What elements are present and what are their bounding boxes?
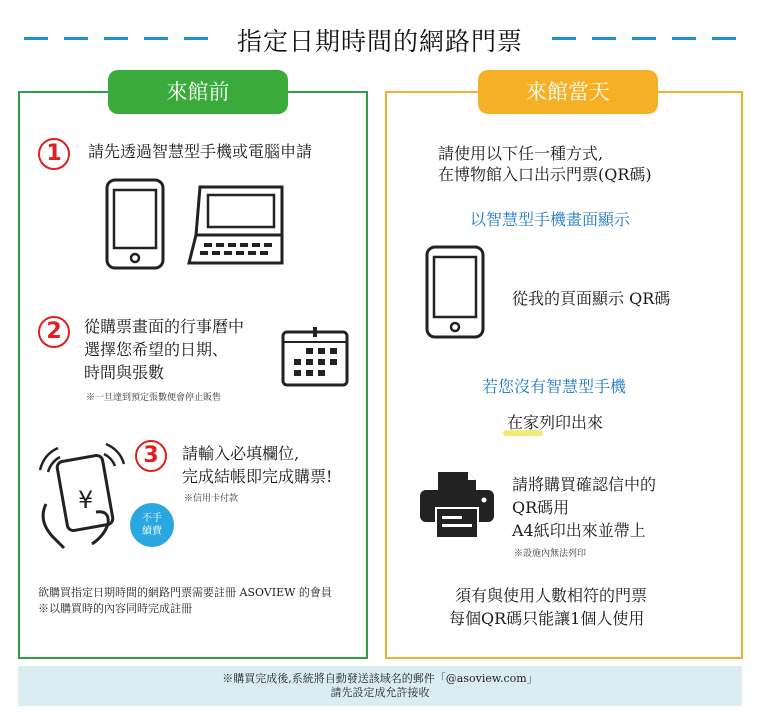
footer-line1: ※購買完成後,系統將自動發送該域名的郵件「@asoview.com」: [222, 672, 538, 685]
step3-note: ※信用卡付款: [184, 494, 239, 504]
step2-note: ※一旦達到預定張數便會停止販售: [86, 393, 222, 403]
option1-text: 從我的頁面顯示 QR碼: [512, 289, 671, 308]
hand-phone-icon: [34, 440, 130, 552]
option1-title: 以智慧型手機畫面顯示: [470, 210, 631, 229]
smartphone-icon: [104, 177, 166, 271]
step2-line3: 時間與張數: [84, 363, 165, 382]
calendar-icon: [280, 326, 350, 388]
step3-line2: 完成結帳即完成購票!: [182, 467, 333, 486]
yen-sign: ¥: [78, 486, 94, 514]
page-title: 指定日期時間的網路門票: [236, 27, 523, 56]
badge-line1: 不手: [142, 513, 162, 524]
option2-line3: A4紙印出來並帶上: [512, 521, 646, 540]
no-fee-badge: [130, 503, 174, 547]
closing-line1: 須有與使用人數相符的門票: [455, 586, 648, 605]
step3-line1: 請輸入必填欄位,: [182, 444, 300, 463]
footer-notice: [18, 666, 742, 706]
intro-line1: 請使用以下任一種方式,: [438, 144, 604, 163]
footer-line2: 請先設定成允許接收: [330, 686, 430, 699]
member-note-line1: 欲購買指定日期時間的網路門票需要註冊 ASOVIEW 的會員: [38, 586, 332, 599]
before-visit-label: 來館前: [108, 70, 288, 114]
closing-line2: 每個QR碼只能讓1個人使用: [449, 609, 645, 628]
option2-line2: QR碼用: [512, 498, 570, 517]
step-number-2: 2: [38, 316, 70, 348]
step1-text: 請先透過智慧型手機或電腦申請: [88, 142, 313, 161]
badge-line2: 續費: [142, 526, 162, 537]
option2-line1: 請將購買確認信中的: [512, 475, 657, 494]
option2-title: 若您沒有智慧型手機: [482, 377, 627, 396]
intro-line2: 在博物館入口出示門票(QR碼): [438, 165, 652, 184]
laptop-icon: [186, 183, 290, 269]
step2-line1: 從購票畫面的行事曆中: [84, 317, 245, 336]
printer-icon: [418, 470, 496, 540]
visit-day-label: 來館當天: [478, 70, 658, 114]
option2-note: ※設施內無法列印: [514, 549, 587, 559]
member-note-line2: ※以購買時的內容同時完成註冊: [38, 602, 192, 615]
smartphone-icon: [424, 244, 486, 340]
step-number-1: 1: [38, 138, 70, 170]
option2-subtitle: 在家列印出來: [507, 413, 604, 432]
step2-line2: 選擇您希望的日期、: [84, 340, 229, 359]
step-number-3: 3: [135, 440, 167, 472]
header: [0, 18, 760, 58]
